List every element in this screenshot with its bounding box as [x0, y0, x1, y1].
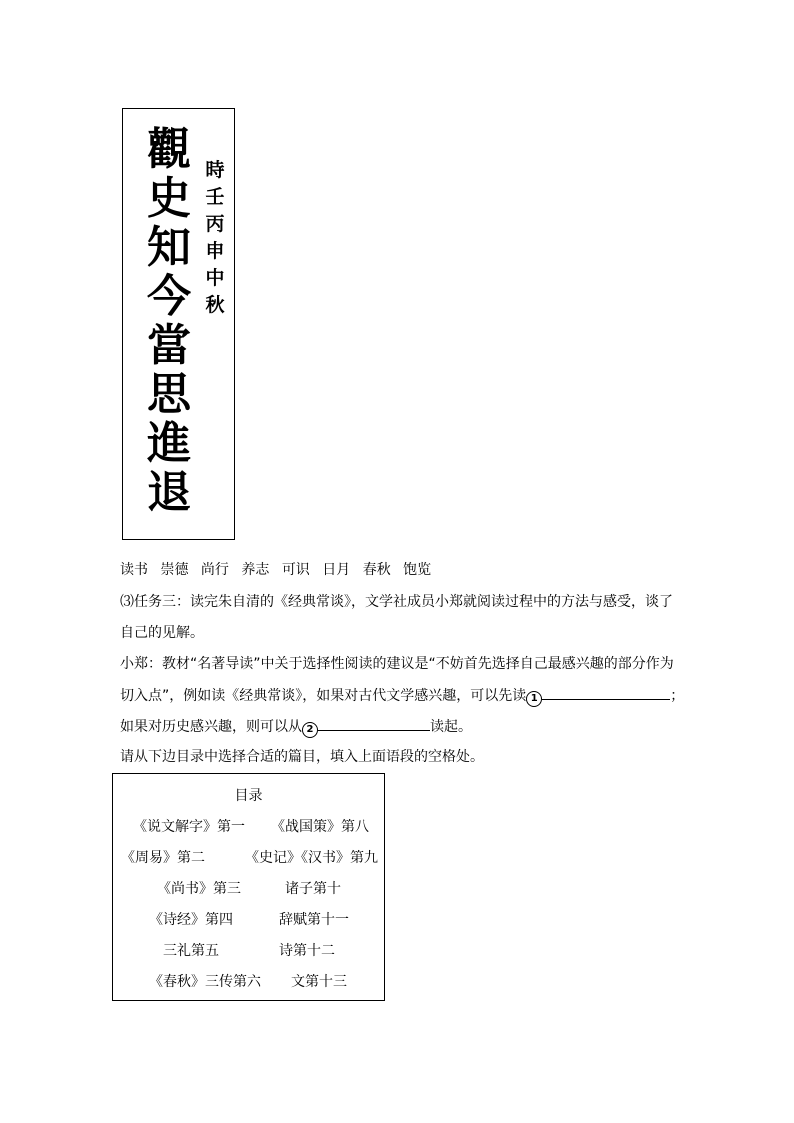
toc-entry-right: 《史记》《汉书》第九 — [245, 850, 378, 866]
inscription-char: 時 — [205, 159, 225, 181]
calligraphy-inscription — [201, 157, 229, 319]
inscription-char: 秋 — [205, 294, 225, 316]
toc-row — [113, 910, 384, 930]
toc-row — [113, 848, 384, 868]
word-option: 饱览 — [403, 562, 432, 578]
calligraphy-char: 思 — [147, 369, 191, 420]
toc-entry-right: 诗第十二 — [279, 943, 335, 959]
calligraphy-main-column — [139, 125, 199, 517]
inscription-char: 中 — [205, 267, 225, 289]
toc-entry-left: 《春秋》三传第六 — [149, 974, 261, 990]
word-options — [120, 560, 439, 580]
calligraphy-char: 退 — [147, 467, 191, 518]
word-option: 日月 — [322, 562, 351, 578]
calligraphy-char: 今 — [147, 271, 191, 322]
task-line-4-text: 切入点”，例如读《经典常谈》，如果对古代文学感兴趣，可以先读 — [120, 688, 527, 704]
toc-row — [113, 817, 384, 837]
answer-blank-2[interactable] — [318, 716, 430, 731]
toc-entry-left: 《周易》第二 — [121, 850, 205, 866]
word-option: 可识 — [281, 562, 310, 578]
toc-entry-left: 《说文解字》第一 — [133, 819, 245, 835]
calligraphy-char: 觀 — [147, 124, 191, 175]
toc-title: 目录 — [234, 788, 263, 804]
word-option: 春秋 — [362, 562, 391, 578]
inscription-char: 申 — [205, 240, 225, 262]
task-line-3: 小郑：教材“名著导读”中关于选择性阅读的建议是“不妨首先选择自己最感兴趣的部分作为 — [120, 656, 674, 672]
word-option: 读书 — [120, 562, 148, 578]
toc-entry-right: 诸子第十 — [285, 881, 341, 897]
blank-1-number: 1 — [526, 691, 542, 707]
task-line-2: 自己的见解。 — [120, 625, 204, 641]
word-option: 崇德 — [160, 562, 189, 578]
toc-entry-left: 三礼第五 — [163, 943, 219, 959]
calligraphy-char: 進 — [147, 418, 191, 469]
task-line-4 — [120, 685, 685, 707]
toc-entry-right: 《战国策》第八 — [271, 819, 369, 835]
task-line-5-text: 如果对历史感兴趣，则可以从 — [120, 719, 302, 735]
toc-entry-right: 文第十三 — [291, 974, 347, 990]
toc-row — [113, 972, 384, 992]
table-of-contents — [112, 773, 385, 1001]
answer-blank-1[interactable] — [542, 685, 670, 700]
task-line-5 — [120, 716, 680, 738]
calligraphy-char: 知 — [147, 222, 191, 273]
calligraphy-image — [122, 108, 235, 540]
toc-row — [113, 941, 384, 961]
inscription-char: 丙 — [205, 213, 225, 235]
toc-row — [113, 879, 384, 899]
task-line-5-end: 读起。 — [430, 719, 472, 735]
toc-entry-right: 辞赋第十一 — [279, 912, 349, 928]
instruction-line: 请从下边目录中选择合适的篇目，填入上面语段的空格处。 — [120, 749, 484, 765]
inscription-char: 壬 — [205, 186, 225, 208]
toc-entry-left: 《诗经》第四 — [149, 912, 233, 928]
calligraphy-char: 當 — [147, 320, 191, 371]
blank-2-number: 2 — [302, 722, 318, 738]
toc-entry-left: 《尚书》第三 — [157, 881, 241, 897]
task-line-4-end: ； — [670, 688, 685, 704]
word-option: 尚行 — [200, 562, 229, 578]
calligraphy-char: 史 — [147, 173, 191, 224]
word-option: 养志 — [241, 562, 270, 578]
task-line-1: ⑶任务三：读完朱自清的《经典常谈》，文学社成员小郑就阅读过程中的方法与感受，谈了 — [120, 594, 673, 610]
